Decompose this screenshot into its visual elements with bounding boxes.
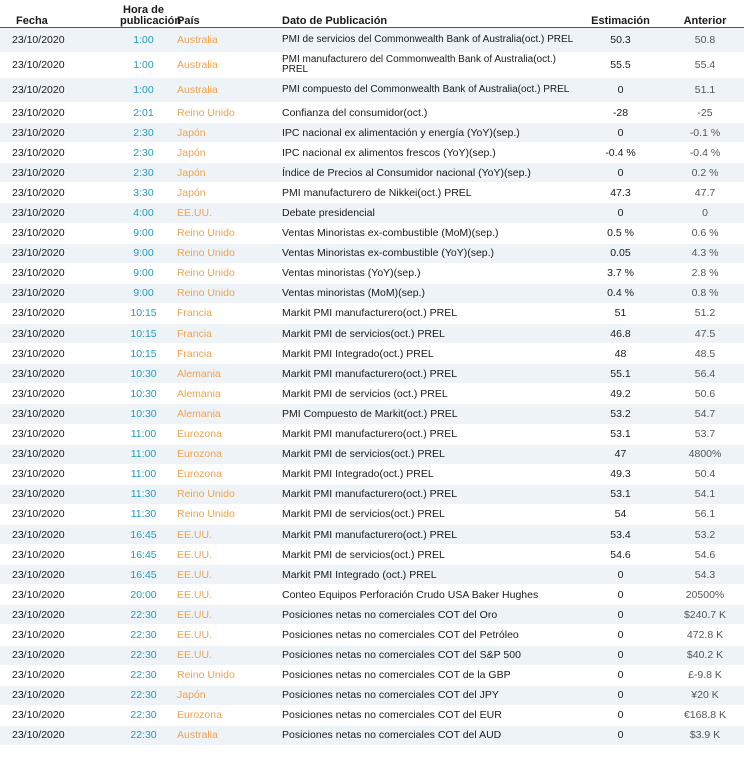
- cell-anterior: 55.4: [666, 53, 744, 78]
- cell-anterior: 50.6: [666, 384, 744, 404]
- cell-hora: 9:00: [120, 283, 167, 303]
- cell-fecha: 23/10/2020: [0, 203, 120, 223]
- cell-estimacion: -0.4 %: [575, 143, 666, 163]
- cell-pais: Francia: [167, 303, 272, 323]
- cell-pais: EE.UU.: [167, 524, 272, 544]
- cell-anterior: €168.8 K: [666, 705, 744, 725]
- cell-dato: Conteo Equipos Perforación Crudo USA Baker Hughes: [272, 585, 575, 605]
- cell-estimacion: 53.4: [575, 524, 666, 544]
- cell-estimacion: -28: [575, 103, 666, 123]
- cell-anterior: 0.2 %: [666, 163, 744, 183]
- table-row: [0, 504, 744, 524]
- cell-dato: PMI manufacturero del Commonwealth Bank of Australia(oct.) PREL: [272, 53, 575, 78]
- table-row: [0, 324, 744, 344]
- cell-dato: Ventas minoristas (MoM)(sep.): [272, 283, 575, 303]
- cell-hora: 11:30: [120, 504, 167, 524]
- cell-pais: Australia: [167, 725, 272, 745]
- cell-pais: Eurozona: [167, 705, 272, 725]
- cell-hora: 10:30: [120, 404, 167, 424]
- column-header-dato: Dato de Publicación: [272, 0, 575, 28]
- cell-pais: Eurozona: [167, 464, 272, 484]
- cell-dato: Posiciones netas no comerciales COT de la GBP: [272, 665, 575, 685]
- cell-pais: Australia: [167, 28, 272, 53]
- cell-dato: Markit PMI manufacturero(oct.) PREL: [272, 484, 575, 504]
- cell-anterior: 47.5: [666, 324, 744, 344]
- cell-pais: Japón: [167, 123, 272, 143]
- column-header-estimacion: Estimación: [575, 0, 666, 28]
- cell-estimacion: 0: [575, 645, 666, 665]
- cell-pais: Australia: [167, 53, 272, 78]
- cell-estimacion: 54: [575, 504, 666, 524]
- cell-pais: EE.UU.: [167, 645, 272, 665]
- table-row: [0, 524, 744, 544]
- cell-anterior: 472.8 K: [666, 625, 744, 645]
- cell-estimacion: 0: [575, 705, 666, 725]
- cell-dato: IPC nacional ex alimentos frescos (YoY)(sep.): [272, 143, 575, 163]
- cell-estimacion: 0: [575, 203, 666, 223]
- cell-fecha: 23/10/2020: [0, 103, 120, 123]
- cell-pais: Reino Unido: [167, 665, 272, 685]
- cell-hora: 16:45: [120, 565, 167, 585]
- cell-hora: 4:00: [120, 203, 167, 223]
- cell-dato: IPC nacional ex alimentación y energía (YoY)(sep.): [272, 123, 575, 143]
- cell-anterior: 0: [666, 203, 744, 223]
- column-header-hora: Hora de publicación: [120, 0, 167, 28]
- cell-hora: 2:30: [120, 143, 167, 163]
- table-row: [0, 263, 744, 283]
- table-row: [0, 424, 744, 444]
- table-row: [0, 464, 744, 484]
- cell-hora: 9:00: [120, 223, 167, 243]
- cell-pais: Reino Unido: [167, 283, 272, 303]
- cell-fecha: 23/10/2020: [0, 725, 120, 745]
- cell-hora: 1:00: [120, 53, 167, 78]
- cell-dato: Posiciones netas no comerciales COT del EUR: [272, 705, 575, 725]
- cell-anterior: $3.9 K: [666, 725, 744, 745]
- cell-pais: EE.UU.: [167, 585, 272, 605]
- cell-fecha: 23/10/2020: [0, 545, 120, 565]
- cell-estimacion: 51: [575, 303, 666, 323]
- cell-dato: Ventas minoristas (YoY)(sep.): [272, 263, 575, 283]
- cell-dato: Confianza del consumidor(oct.): [272, 103, 575, 123]
- cell-estimacion: 55.5: [575, 53, 666, 78]
- cell-pais: Reino Unido: [167, 223, 272, 243]
- cell-hora: 10:30: [120, 364, 167, 384]
- cell-pais: Japón: [167, 163, 272, 183]
- cell-dato: Markit PMI manufacturero(oct.) PREL: [272, 364, 575, 384]
- cell-fecha: 23/10/2020: [0, 605, 120, 625]
- table-row: [0, 645, 744, 665]
- cell-dato: Índice de Precios al Consumidor nacional (YoY)(sep.): [272, 163, 575, 183]
- table-row: [0, 685, 744, 705]
- cell-estimacion: 0: [575, 565, 666, 585]
- cell-dato: Markit PMI manufacturero(oct.) PREL: [272, 424, 575, 444]
- cell-fecha: 23/10/2020: [0, 665, 120, 685]
- table-header: [0, 0, 744, 28]
- cell-estimacion: 0: [575, 585, 666, 605]
- cell-estimacion: 0: [575, 625, 666, 645]
- cell-dato: Posiciones netas no comerciales COT del S&P 500: [272, 645, 575, 665]
- cell-hora: 2:30: [120, 123, 167, 143]
- cell-estimacion: 0: [575, 163, 666, 183]
- table-row: [0, 545, 744, 565]
- cell-hora: 16:45: [120, 545, 167, 565]
- cell-hora: 11:00: [120, 424, 167, 444]
- cell-fecha: 23/10/2020: [0, 163, 120, 183]
- cell-anterior: £-9.8 K: [666, 665, 744, 685]
- cell-anterior: 54.3: [666, 565, 744, 585]
- cell-anterior: 53.7: [666, 424, 744, 444]
- cell-estimacion: 46.8: [575, 324, 666, 344]
- cell-hora: 11:00: [120, 444, 167, 464]
- cell-estimacion: 0: [575, 665, 666, 685]
- cell-fecha: 23/10/2020: [0, 243, 120, 263]
- cell-fecha: 23/10/2020: [0, 28, 120, 53]
- cell-estimacion: 49.3: [575, 464, 666, 484]
- cell-anterior: 54.1: [666, 484, 744, 504]
- cell-anterior: 51.1: [666, 78, 744, 103]
- cell-estimacion: 0.5 %: [575, 223, 666, 243]
- table-row: [0, 28, 744, 53]
- cell-fecha: 23/10/2020: [0, 303, 120, 323]
- table-row: [0, 123, 744, 143]
- cell-dato: Ventas Minoristas ex-combustible (MoM)(sep.): [272, 223, 575, 243]
- cell-dato: Markit PMI de servicios (oct.) PREL: [272, 384, 575, 404]
- cell-hora: 22:30: [120, 665, 167, 685]
- table-row: [0, 665, 744, 685]
- cell-fecha: 23/10/2020: [0, 344, 120, 364]
- cell-fecha: 23/10/2020: [0, 685, 120, 705]
- cell-anterior: 4.3 %: [666, 243, 744, 263]
- table-row: [0, 53, 744, 78]
- cell-pais: Reino Unido: [167, 484, 272, 504]
- cell-dato: Markit PMI de servicios(oct.) PREL: [272, 324, 575, 344]
- cell-dato: PMI manufacturero de Nikkei(oct.) PREL: [272, 183, 575, 203]
- cell-fecha: 23/10/2020: [0, 53, 120, 78]
- cell-anterior: -0.4 %: [666, 143, 744, 163]
- cell-fecha: 23/10/2020: [0, 464, 120, 484]
- cell-dato: Posiciones netas no comerciales COT del AUD: [272, 725, 575, 745]
- cell-anterior: 54.6: [666, 545, 744, 565]
- table-row: [0, 725, 744, 745]
- cell-hora: 1:00: [120, 78, 167, 103]
- cell-estimacion: 47.3: [575, 183, 666, 203]
- cell-fecha: 23/10/2020: [0, 524, 120, 544]
- cell-dato: PMI Compuesto de Markit(oct.) PREL: [272, 404, 575, 424]
- table-row: [0, 705, 744, 725]
- cell-pais: Alemania: [167, 404, 272, 424]
- cell-dato: Markit PMI Integrado (oct.) PREL: [272, 565, 575, 585]
- cell-fecha: 23/10/2020: [0, 364, 120, 384]
- cell-fecha: 23/10/2020: [0, 705, 120, 725]
- cell-estimacion: 49.2: [575, 384, 666, 404]
- cell-hora: 10:30: [120, 384, 167, 404]
- cell-estimacion: 50.3: [575, 28, 666, 53]
- cell-fecha: 23/10/2020: [0, 444, 120, 464]
- cell-hora: 22:30: [120, 685, 167, 705]
- cell-estimacion: 47: [575, 444, 666, 464]
- table-row: [0, 384, 744, 404]
- table-row: [0, 344, 744, 364]
- cell-dato: Markit PMI de servicios(oct.) PREL: [272, 545, 575, 565]
- cell-dato: Posiciones netas no comerciales COT del JPY: [272, 685, 575, 705]
- cell-dato: Debate presidencial: [272, 203, 575, 223]
- cell-fecha: 23/10/2020: [0, 625, 120, 645]
- cell-dato: PMI compuesto del Commonwealth Bank of Australia(oct.) PREL: [272, 78, 575, 103]
- cell-fecha: 23/10/2020: [0, 123, 120, 143]
- cell-hora: 10:15: [120, 303, 167, 323]
- cell-pais: EE.UU.: [167, 203, 272, 223]
- cell-estimacion: 0: [575, 605, 666, 625]
- cell-pais: Eurozona: [167, 424, 272, 444]
- cell-hora: 22:30: [120, 605, 167, 625]
- cell-estimacion: 53.1: [575, 484, 666, 504]
- cell-fecha: 23/10/2020: [0, 183, 120, 203]
- table-body: [0, 28, 744, 746]
- cell-hora: 11:00: [120, 464, 167, 484]
- table-row: [0, 605, 744, 625]
- cell-pais: Japón: [167, 143, 272, 163]
- cell-dato: Markit PMI manufacturero(oct.) PREL: [272, 524, 575, 544]
- table-row: [0, 163, 744, 183]
- cell-pais: Reino Unido: [167, 243, 272, 263]
- cell-estimacion: 0: [575, 725, 666, 745]
- cell-anterior: 47.7: [666, 183, 744, 203]
- table-row: [0, 303, 744, 323]
- cell-pais: Japón: [167, 183, 272, 203]
- cell-estimacion: 48: [575, 344, 666, 364]
- cell-anterior: 48.5: [666, 344, 744, 364]
- column-header-pais: País: [167, 0, 272, 28]
- cell-estimacion: 0: [575, 78, 666, 103]
- column-header-anterior: Anterior: [666, 0, 744, 28]
- cell-fecha: 23/10/2020: [0, 223, 120, 243]
- table-row: [0, 565, 744, 585]
- cell-fecha: 23/10/2020: [0, 424, 120, 444]
- cell-fecha: 23/10/2020: [0, 78, 120, 103]
- cell-hora: 3:30: [120, 183, 167, 203]
- column-header-fecha: Fecha: [0, 0, 120, 28]
- cell-anterior: -25: [666, 103, 744, 123]
- table-row: [0, 444, 744, 464]
- cell-fecha: 23/10/2020: [0, 324, 120, 344]
- cell-fecha: 23/10/2020: [0, 645, 120, 665]
- cell-estimacion: 0: [575, 123, 666, 143]
- table-row: [0, 143, 744, 163]
- cell-pais: EE.UU.: [167, 545, 272, 565]
- cell-hora: 10:15: [120, 344, 167, 364]
- table-row: [0, 404, 744, 424]
- cell-pais: EE.UU.: [167, 625, 272, 645]
- cell-pais: Francia: [167, 324, 272, 344]
- cell-fecha: 23/10/2020: [0, 565, 120, 585]
- cell-dato: Markit PMI Integrado(oct.) PREL: [272, 344, 575, 364]
- table-row: [0, 283, 744, 303]
- cell-pais: EE.UU.: [167, 565, 272, 585]
- cell-hora: 1:00: [120, 28, 167, 53]
- cell-hora: 16:45: [120, 524, 167, 544]
- cell-anterior: 56.1: [666, 504, 744, 524]
- cell-pais: Reino Unido: [167, 263, 272, 283]
- cell-hora: 22:30: [120, 645, 167, 665]
- cell-fecha: 23/10/2020: [0, 484, 120, 504]
- cell-hora: 9:00: [120, 263, 167, 283]
- cell-anterior: 20500%: [666, 585, 744, 605]
- cell-estimacion: 53.1: [575, 424, 666, 444]
- table-row: [0, 103, 744, 123]
- cell-pais: Alemania: [167, 384, 272, 404]
- cell-pais: Reino Unido: [167, 103, 272, 123]
- cell-hora: 20:00: [120, 585, 167, 605]
- cell-dato: Markit PMI manufacturero(oct.) PREL: [272, 303, 575, 323]
- cell-fecha: 23/10/2020: [0, 504, 120, 524]
- cell-anterior: 0.8 %: [666, 283, 744, 303]
- table-row: [0, 364, 744, 384]
- cell-hora: 9:00: [120, 243, 167, 263]
- cell-anterior: 50.4: [666, 464, 744, 484]
- cell-dato: Ventas Minoristas ex-combustible (YoY)(sep.): [272, 243, 575, 263]
- cell-hora: 2:30: [120, 163, 167, 183]
- cell-anterior: ¥20 K: [666, 685, 744, 705]
- cell-fecha: 23/10/2020: [0, 263, 120, 283]
- cell-fecha: 23/10/2020: [0, 283, 120, 303]
- cell-anterior: 54.7: [666, 404, 744, 424]
- cell-fecha: 23/10/2020: [0, 404, 120, 424]
- table-row: [0, 625, 744, 645]
- cell-hora: 11:30: [120, 484, 167, 504]
- cell-estimacion: 55.1: [575, 364, 666, 384]
- cell-hora: 10:15: [120, 324, 167, 344]
- cell-fecha: 23/10/2020: [0, 384, 120, 404]
- cell-estimacion: 3.7 %: [575, 263, 666, 283]
- cell-dato: Markit PMI de servicios(oct.) PREL: [272, 504, 575, 524]
- cell-anterior: 0.6 %: [666, 223, 744, 243]
- cell-pais: Alemania: [167, 364, 272, 384]
- cell-pais: Reino Unido: [167, 504, 272, 524]
- cell-hora: 22:30: [120, 625, 167, 645]
- table-row: [0, 243, 744, 263]
- cell-dato: PMI de servicios del Commonwealth Bank of Australia(oct.) PREL: [272, 28, 575, 53]
- cell-anterior: 2.8 %: [666, 263, 744, 283]
- cell-anterior: $240.7 K: [666, 605, 744, 625]
- cell-dato: Posiciones netas no comerciales COT del Oro: [272, 605, 575, 625]
- cell-anterior: 51.2: [666, 303, 744, 323]
- cell-estimacion: 0.05: [575, 243, 666, 263]
- cell-dato: Markit PMI de servicios(oct.) PREL: [272, 444, 575, 464]
- cell-hora: 2:01: [120, 103, 167, 123]
- cell-hora: 22:30: [120, 705, 167, 725]
- cell-pais: Japón: [167, 685, 272, 705]
- table-row: [0, 183, 744, 203]
- cell-anterior: 53.2: [666, 524, 744, 544]
- cell-anterior: -0.1 %: [666, 123, 744, 143]
- table-row: [0, 203, 744, 223]
- cell-estimacion: 53.2: [575, 404, 666, 424]
- cell-estimacion: 0: [575, 685, 666, 705]
- cell-anterior: 50.8: [666, 28, 744, 53]
- cell-anterior: $40.2 K: [666, 645, 744, 665]
- cell-pais: Eurozona: [167, 444, 272, 464]
- table-row: [0, 484, 744, 504]
- cell-estimacion: 54.6: [575, 545, 666, 565]
- cell-anterior: 56.4: [666, 364, 744, 384]
- cell-dato: Markit PMI Integrado(oct.) PREL: [272, 464, 575, 484]
- cell-pais: EE.UU.: [167, 605, 272, 625]
- table-row: [0, 223, 744, 243]
- cell-fecha: 23/10/2020: [0, 143, 120, 163]
- cell-fecha: 23/10/2020: [0, 585, 120, 605]
- cell-anterior: 4800%: [666, 444, 744, 464]
- table-row: [0, 78, 744, 103]
- cell-estimacion: 0.4 %: [575, 283, 666, 303]
- cell-hora: 22:30: [120, 725, 167, 745]
- cell-pais: Australia: [167, 78, 272, 103]
- cell-pais: Francia: [167, 344, 272, 364]
- cell-dato: Posiciones netas no comerciales COT del Petróleo: [272, 625, 575, 645]
- table-row: [0, 585, 744, 605]
